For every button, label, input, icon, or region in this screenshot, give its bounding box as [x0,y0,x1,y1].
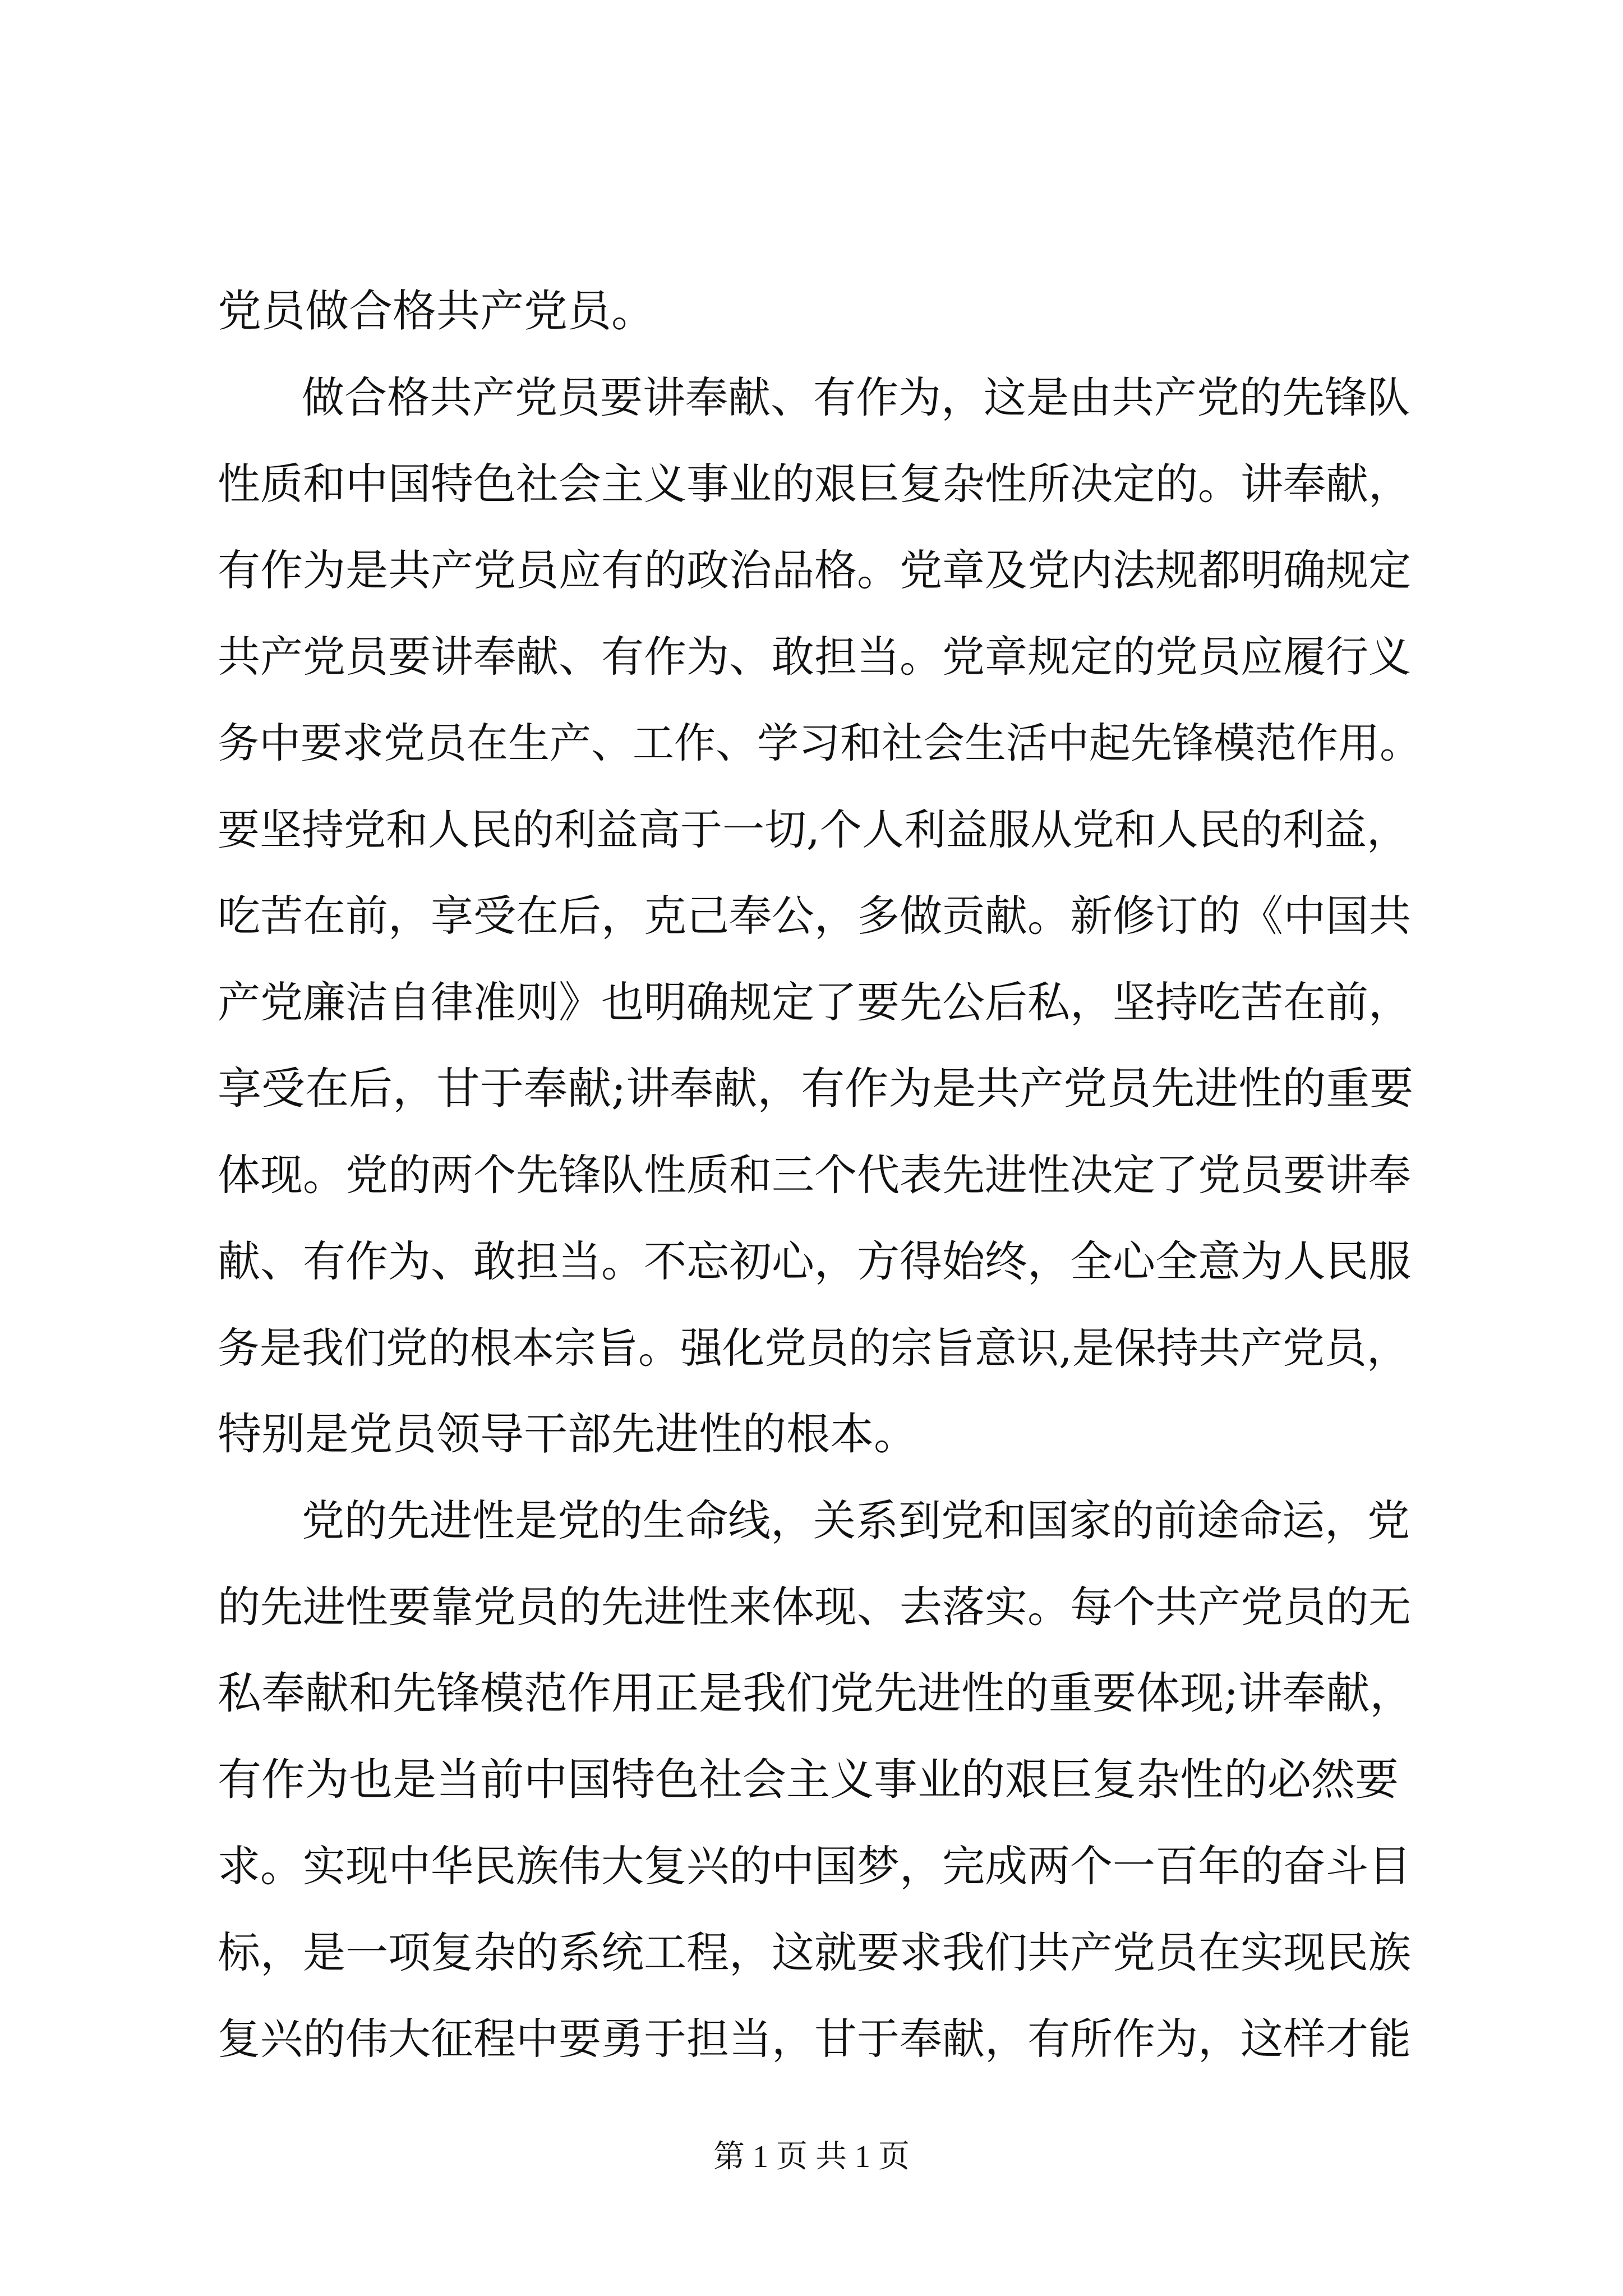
text-line: 求。实现中华民族伟大复兴的中国梦，完成两个一百年的奋斗目 [218,1841,1411,1891]
text-line: 产党廉洁自律准则》也明确规定了要先公后私，坚持吃苦在前， [218,977,1411,1027]
text-line: 标，是一项复杂的系统工程，这就要求我们共产党员在实现民族 [218,1927,1411,1977]
page-footer [0,2132,1623,2177]
page-number-label: 第 1 页 共 1 页 [713,2139,910,2174]
paragraph-first-line: 党的先进性是党的生命线，关系到党和国家的前途命运，党 [302,1496,1410,1545]
text-line: 吃苦在前，享受在后，克己奉公，多做贡献。新修订的《中国共 [218,891,1411,941]
text-line: 献、有作为、敢担当。不忘初心，方得始终，全心全意为人民服 [218,1236,1411,1286]
text-line: 私奉献和先锋模范作用正是我们党先进性的重要体现;讲奉献， [218,1668,1414,1719]
text-line: 性质和中国特色社会主义事业的艰巨复杂性所决定的。讲奉献， [218,459,1411,509]
text-line: 特别是党员领导干部先进性的根本。 [218,1409,918,1460]
document-body [218,268,1423,2082]
paragraph-first-line: 做合格共产党员要讲奉献、有作为，这是由共产党的先锋队 [302,372,1410,422]
text-line: 体现。党的两个先锋队性质和三个代表先进性决定了党员要讲奉 [218,1150,1411,1200]
text-line: 要坚持党和人民的利益高于一切,个人利益服从党和人民的利益， [218,805,1409,854]
text-line: 有作为也是当前中国特色社会主义事业的艰巨复杂性的必然要 [218,1755,1399,1805]
text-line: 党员做合格共产党员。 [218,286,656,337]
text-line: 务中要求党员在生产、工作、学习和社会生活中起先锋模范作用。 [218,719,1421,767]
text-line: 享受在后，甘于奉献;讲奉献，有作为是共产党员先进性的重要 [218,1064,1414,1114]
text-line: 复兴的伟大征程中要勇于担当，甘于奉献，有所作为，这样才能 [218,2014,1411,2064]
text-line: 务是我们党的根本宗旨。强化党员的宗旨意识,是保持共产党员， [218,1323,1409,1373]
text-line: 的先进性要靠党员的先进性来体现、去落实。每个共产党员的无 [218,1582,1411,1632]
text-line: 共产党员要讲奉献、有作为、敢担当。党章规定的党员应履行义 [218,632,1411,682]
text-line: 有作为是共产党员应有的政治品格。党章及党内法规都明确规定 [218,545,1411,595]
